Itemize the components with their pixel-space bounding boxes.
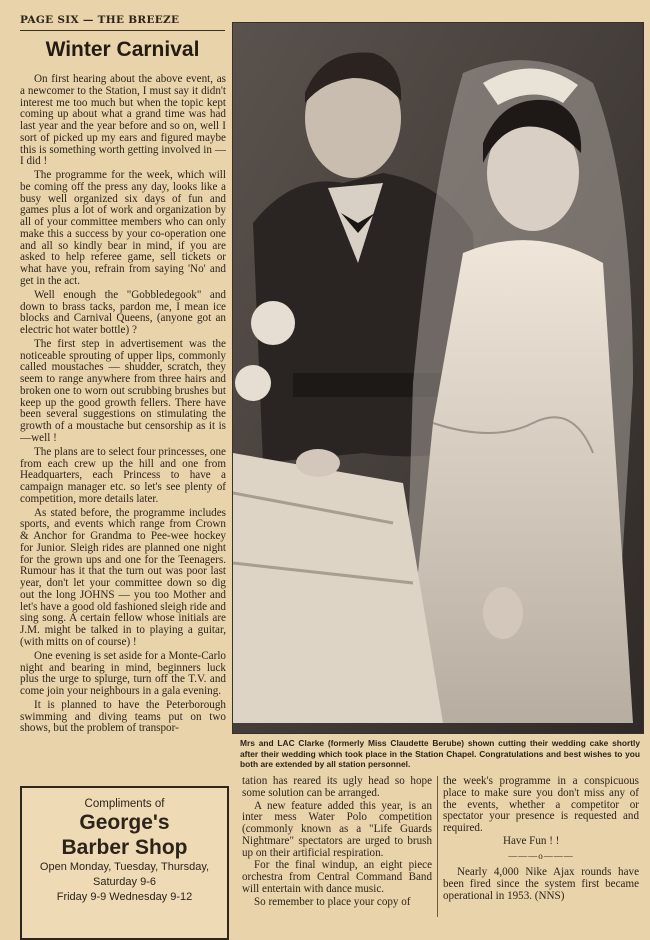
section-divider: ———o———	[508, 850, 574, 861]
ad-hours-line1: Open Monday, Tuesday, Thursday,	[39, 861, 210, 874]
ad-hours-line3: Friday 9-9 Wednesday 9-12	[56, 891, 193, 904]
ad-business-name-line2: Barber Shop	[61, 836, 188, 860]
article-signoff: Have Fun ! !	[503, 834, 560, 847]
article-column-2	[242, 776, 432, 909]
wedding-photo	[232, 22, 644, 734]
article-headline: Winter Carnival	[45, 38, 200, 61]
article-paragraph: Well enough the "Gobbledegook" and down to brass tacks, pardon me, I mean ice blocks and Carnival Queens, (anyone got an electric hot water bottle) ?	[20, 288, 226, 337]
article-paragraph: So remember to place your copy of	[254, 895, 411, 908]
article-paragraph: One evening is set aside for a Monte-Carlo night and bearing in mind, beginners luck plus the urge to splurge, turn off the T.V. and come join your neighbours in a gala evening.	[20, 649, 226, 698]
article-paragraph: the week's programme in a conspicuous place to make sure you don't miss any of the events, whether a competitor or spectator your presence is requested and required.	[443, 775, 639, 834]
article-paragraph: The plans are to select four princesses, one from each crew up the hill and one from Headquarters, each Princess to have a campaign manager etc. so let's see plenty of competition, more details later.	[20, 445, 226, 505]
ad-hours-line2: Saturday 9-6	[93, 876, 156, 889]
article-column-3	[443, 776, 639, 903]
ad-business-name-line1: George's	[79, 811, 170, 834]
article-paragraph: On first hearing about the above event, as a newcomer to the Station, I must say it didn't interest me too much but when the topic kept coming up about what a grand time was had last year and the year before and so on, well I sort of picked up my ears and figured maybe this is something worth getting involved in — I did !	[20, 74, 226, 168]
wedding-photo-illustration	[233, 23, 643, 733]
article-paragraph: For the final windup, an eight piece orchestra from Central Command Band will entertain with dance music.	[242, 859, 432, 895]
article-paragraph: As stated before, the programme includes sports, and events which range from Crown & Anchor for Grandma to Pee-wee hockey for Junior. Sleigh rides are planned one night for the grown ups and one for the Teenagers. Rumour has it that the turn out was poor last year, don't let your committee down so dig out the long JOHNS — you too Mother and let's have a good old fashioned sleigh ride and sing song. A certain fellow whose initials are J.M. might be talked in to playing a guitar, (with mitts on of course) !	[20, 506, 226, 648]
article-column-1	[20, 74, 226, 754]
article-paragraph: The programme for the week, which will be coming off the press any day, looks like a busy well organized six days of fun and games plus a lot of work and organization by all of your committee members who can only make this a success by your co-operation one and all so kindly bear in mind, if you are asked to help referee game, sell tickets or what have you, refrain from saying 'No' and get in the act.	[20, 169, 226, 288]
article-paragraph: A new feature added this year, is an inter mess Water Polo competition (commonly known as a "Life Guards Nightmare" spectators are urged to brush up on their artificial respiration.	[242, 799, 432, 859]
column-rule	[437, 776, 438, 917]
article-paragraph: It is planned to have the Peterborough swimming and diving teams put on two shows, but the problem of transpor-	[20, 698, 226, 735]
article-paragraph: The first step in advertisement was the noticeable sprouting of upper lips, commonly called moustaches — shudder, scratch, they seem to range anywhere from three hairs and broken one to worn out scrubbing brushes but keep up the good growth fellers. There have been several suggestions on stimulating the growth of a moustache but censorship as it is—well !	[20, 337, 226, 444]
news-item: Nearly 4,000 Nike Ajax rounds have been fired since the system first became operational in 1953. (NNS)	[443, 866, 639, 902]
article-paragraph: tation has reared its ugly head so hope some solution can be arranged.	[242, 775, 432, 799]
photo-caption: Mrs and LAC Clarke (formerly Miss Claudette Berube) shown cutting their wedding cake shortly after their wedding which took place in the Station Chapel. Congratulations and best wishes to you both are extended by all station personnel.	[240, 738, 640, 769]
page-header: PAGE SIX — THE BREEZE	[20, 14, 180, 26]
header-rule	[20, 30, 225, 31]
ad-compliments-text: Compliments of	[84, 798, 165, 810]
